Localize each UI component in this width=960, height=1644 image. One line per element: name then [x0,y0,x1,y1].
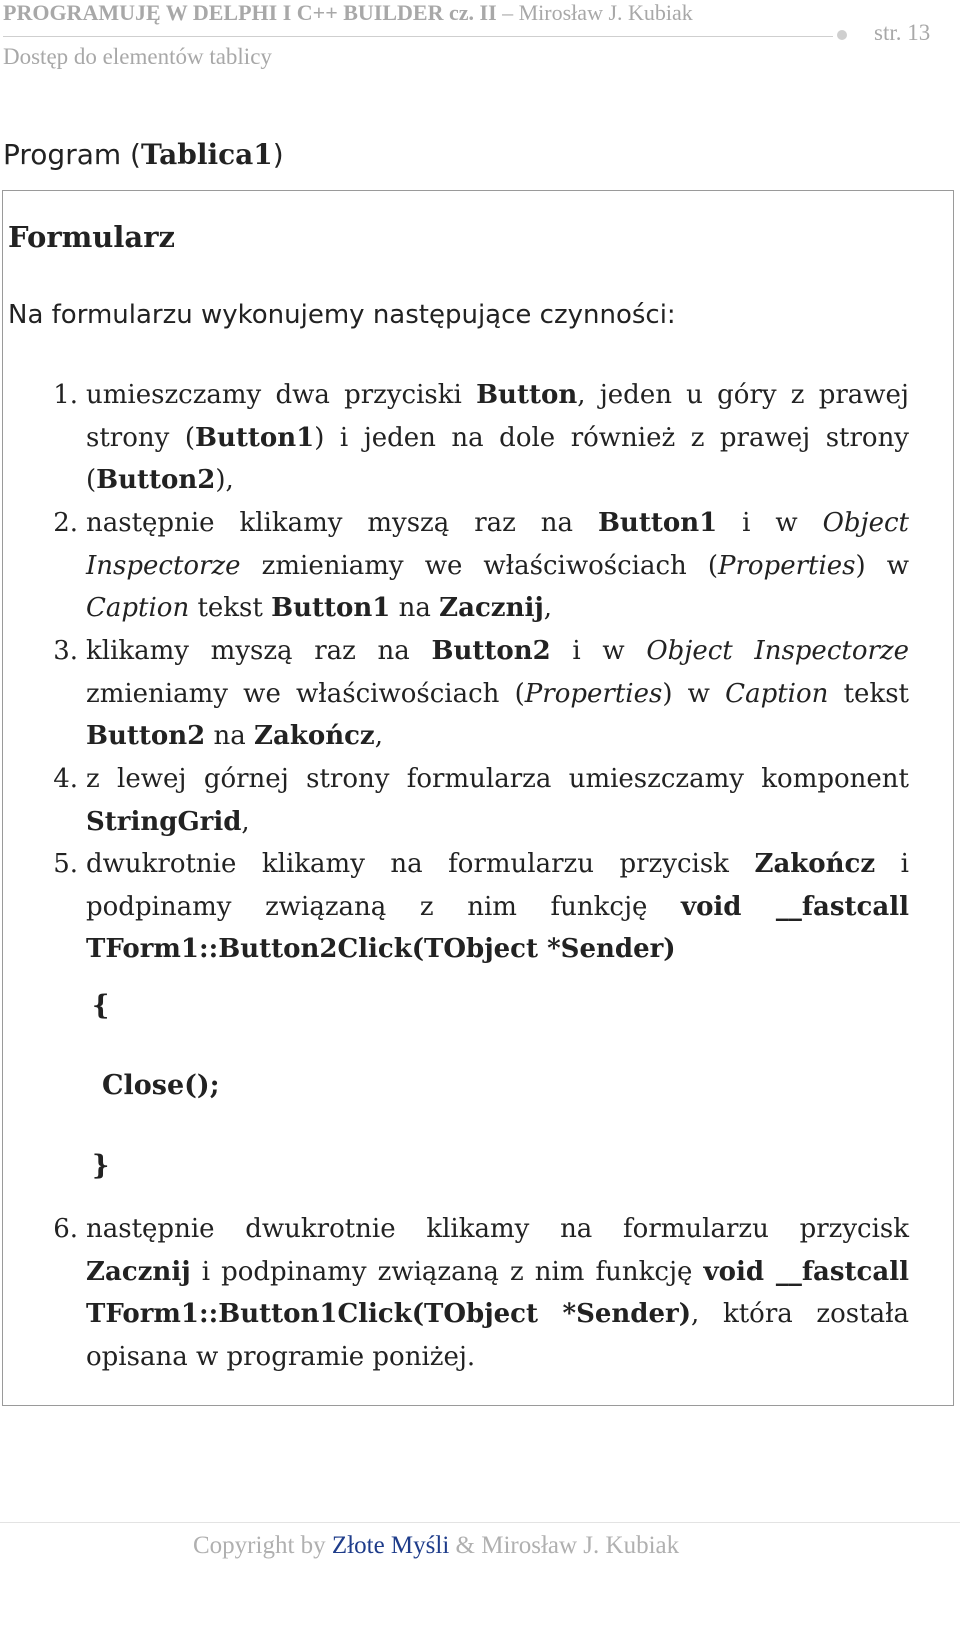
bold-run: Button2 [431,636,551,666]
text-run: i podpinamy związaną z nim funkcję [190,1256,704,1287]
text-run: , która została opisana w programie poniżej. [86,1299,910,1372]
step-3-text [86,630,909,758]
bold-run: Button1 [597,508,718,538]
text-run: ) w [662,678,726,709]
page-number: str. 13 [874,20,931,45]
text-run: ) i jeden na dole również z prawej strony ( [86,422,909,496]
header-title-line [3,0,693,26]
program-suffix: ) [272,138,284,171]
italic-run: Caption [725,678,829,709]
step-5-text [86,843,909,971]
step-6-text [86,1208,909,1378]
text-run: i podpinamy związaną z nim funkcję [86,849,909,922]
text-run: klikamy myszą raz na [86,636,432,666]
bold-run: Button1 [194,422,315,453]
program-prefix: Program ( [3,138,141,171]
chapter-subtitle: Dostęp do elementów tablicy [3,44,272,69]
book-title: PROGRAMUJĘ W DELPHI I C++ BUILDER cz. II [3,0,497,25]
step-4-text [86,758,909,843]
footer-prefix: Copyright by [193,1532,332,1559]
text-run: tekst [828,678,909,709]
text-run: dwukrotnie klikamy na formularzu przycisk [86,849,755,879]
text-run: , [374,721,383,752]
text-run: umieszczamy dwa przyciski [86,380,477,410]
step-number: 5. [53,849,78,879]
text-run: i w [550,636,647,666]
section-intro: Na formularzu wykonujemy następujące czynności: [8,300,676,330]
code-body: Close(); [102,1070,220,1101]
bold-run: Button2 [96,465,216,496]
italic-run: Object Inspectorze [86,508,909,581]
bold-run: void __fastcall TForm1::Button2Click(TObject *Sender) [86,891,909,965]
bold-run: Zacznij [439,593,544,624]
italic-run: Properties [524,678,663,709]
step-number: 6. [53,1214,78,1244]
step-number: 1. [53,380,78,410]
italic-run: Object Inspectorze [646,636,909,666]
text-run: i w [717,508,823,538]
bold-run: Zacznij [86,1256,191,1287]
step-2-text [86,502,909,630]
bullet-dot-icon [837,30,847,40]
code-open-brace: { [92,990,110,1021]
text-run: tekst [189,593,272,624]
text-run: zmieniamy we właściwościach ( [240,550,718,581]
bold-run: Zakończ [254,721,375,752]
italic-run: Properties [717,550,856,581]
header-rule [3,36,833,37]
program-title [3,138,284,171]
text-run: następnie klikamy myszą raz na [86,508,598,538]
text-run: zmieniamy we właściwościach ( [86,678,525,709]
header-dash: – [496,0,519,25]
text-run: ), [215,465,234,496]
text-run: na [205,721,255,752]
page-footer [193,1532,679,1560]
bold-run: Button2 [86,721,206,752]
text-run: ) w [855,550,909,581]
step-number: 2. [53,508,78,538]
italic-run: Caption [86,593,190,624]
step-number: 3. [53,636,78,666]
bold-run: Button [476,380,578,410]
text-run: , jeden u góry z prawej strony ( [86,380,909,453]
text-run: , [241,806,250,837]
bold-run: Button1 [271,593,391,624]
footer-suffix: & Mirosław J. Kubiak [449,1532,680,1559]
bold-run: StringGrid [86,806,242,837]
bold-run: void __fastcall TForm1::Button1Click(TObject *Sender) [86,1256,909,1330]
footer-rule [0,1522,960,1523]
section-title: Formularz [8,220,175,254]
program-name: Tablica1 [140,138,273,171]
header-author: Mirosław J. Kubiak [518,0,693,25]
step-1-text [86,374,909,502]
publisher-link[interactable]: Złote Myśli [331,1532,450,1559]
text-run: , [543,593,553,624]
text-run: na [390,593,440,624]
step-number: 4. [53,764,78,794]
text-run: następnie dwukrotnie klikamy na formularzu przycisk [86,1214,909,1244]
code-close-brace: } [92,1150,110,1181]
text-run: z lewej górnej strony formularza umieszczamy komponent [86,764,909,794]
bold-run: Zakończ [754,849,876,879]
